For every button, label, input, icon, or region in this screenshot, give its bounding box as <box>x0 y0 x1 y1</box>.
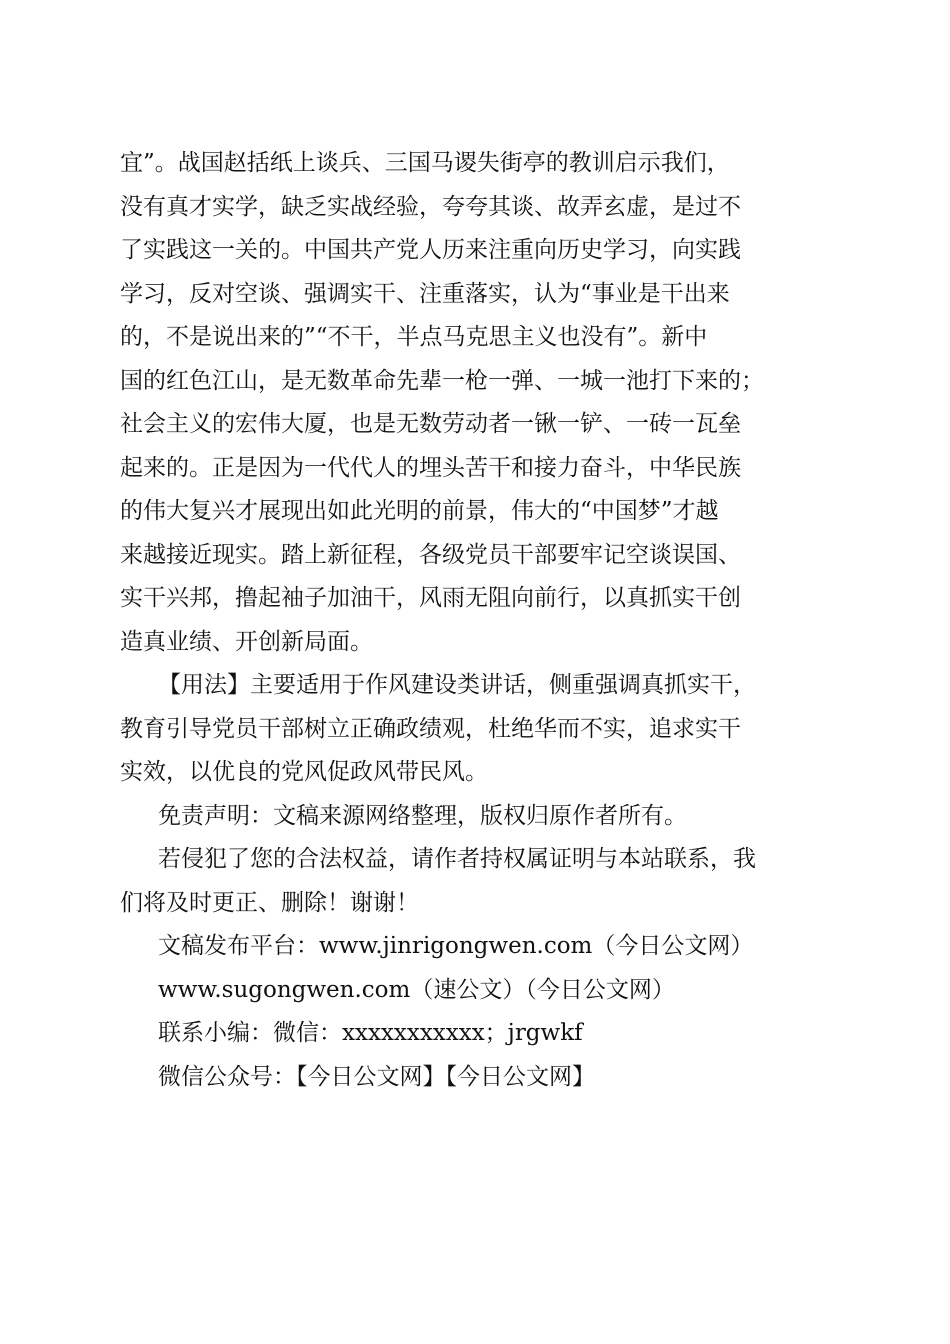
site2-paragraph <box>120 969 832 1013</box>
infringement-paragraph <box>120 838 832 925</box>
text-line: 社会主义的宏伟大厦，也是无数劳动者一锹一铲、一砖一瓦垒 <box>120 411 741 437</box>
wechat-text: 微信公众号：【今日公文网】【今日公文网】 <box>158 1063 595 1090</box>
infringement-line: 若侵犯了您的合法权益，请作者持权属证明与本站联系，我 <box>158 846 756 872</box>
text-line: 造真业绩、开创新局面。 <box>120 628 373 655</box>
document-body <box>120 142 832 1099</box>
disclaimer-paragraph <box>120 795 832 839</box>
wechat-paragraph <box>120 1056 832 1100</box>
text-line: 学习，反对空谈、强调实干、注重落实，认为“事业是干出来 <box>120 280 730 307</box>
text-line: 国的红色江山，是无数革命先辈一枪一弹、一城一池打下来的； <box>120 367 764 394</box>
contact-paragraph <box>120 1012 832 1056</box>
text-line: 起来的。正是因为一代代人的埋头苦干和接力奋斗，中华民族 <box>120 454 741 481</box>
platform-text: 文稿发布平台：www.jinrigongwen.com（今日公文网） <box>158 933 754 959</box>
text-line: 实干兴邦，撸起袖子加油干，风雨无阻向前行，以真抓实干创 <box>120 585 741 611</box>
platform-paragraph <box>120 925 832 969</box>
main-paragraph <box>120 142 832 664</box>
text-line: 没有真才实学，缺乏实战经验，夸夸其谈、故弄玄虚，是过不 <box>120 193 741 220</box>
infringement-line: 们将及时更正、删除！谢谢！ <box>120 889 419 916</box>
usage-paragraph <box>120 664 832 795</box>
disclaimer-text: 免责声明：文稿来源网络整理，版权归原作者所有。 <box>158 802 687 829</box>
text-line: 的伟大复兴才展现出如此光明的前景，伟大的“中国梦”才越 <box>120 498 719 524</box>
contact-text: 联系小编：微信：xxxxxxxxxxx；jrgwkf <box>158 1020 583 1046</box>
text-line: 宜”。战国赵括纸上谈兵、三国马谡失街亭的教训启示我们， <box>120 150 730 176</box>
text-line: 的，不是说出来的”“不干，半点马克思主义也没有”。新中 <box>120 324 708 350</box>
usage-line: 教育引导党员干部树立正确政绩观，杜绝华而不实，追求实干 <box>120 715 741 742</box>
text-line: 来越接近现实。踏上新征程，各级党员干部要牢记空谈误国、 <box>120 541 741 568</box>
usage-line: 实效，以优良的党风促政风带民风。 <box>120 759 488 785</box>
site2-text: www.sugongwen.com（速公文）（今日公文网） <box>158 976 675 1003</box>
text-line: 了实践这一关的。中国共产党人历来注重向历史学习，向实践 <box>120 237 741 263</box>
usage-line: 【用法】主要适用于作风建设类讲话，侧重强调真抓实干， <box>158 672 756 698</box>
